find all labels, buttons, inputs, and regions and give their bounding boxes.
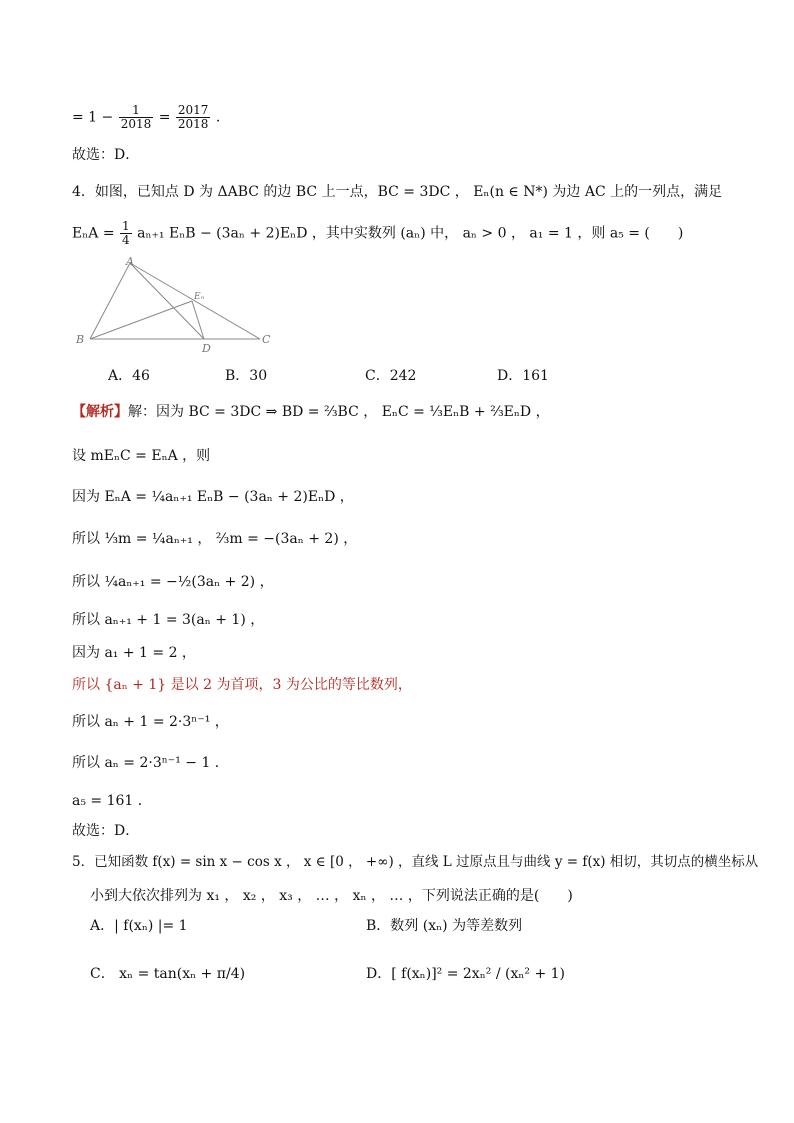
q5-stem-line1: 5．已知函数 f(x) = sin x − cos x ， x ∈ [0 ， +∞) ，直线 L 过原点且与曲线 y = f(x) 相切，其切点的横坐标从: [72, 854, 759, 870]
solution-tag: 【解析】: [72, 404, 128, 420]
solution-line-1-text: 解：因为 BC = 3DC ⇒ BD = ⅔BC ， EₙC = ⅓EₙB + ⅔EₙD ，: [128, 404, 550, 420]
q4-stem-vector-text: BC = 3DC ， Eₙ(n ∈ N*) 为边 AC 上的一列点，满足: [377, 184, 723, 200]
triangle-figure: [72, 255, 272, 355]
q5-option-d[interactable]: D．[ f(xₙ)]² = 2xₙ² / (xₙ² + 1): [366, 966, 566, 982]
q4-stem2-a: EₙA =: [72, 225, 120, 242]
solution-line-7: 因为 a₁ + 1 = 2 ，: [72, 645, 196, 661]
segment-ad: [130, 263, 204, 339]
label-b: B: [76, 333, 85, 346]
segment-be: [90, 301, 192, 339]
label-d: D: [202, 342, 211, 355]
q4-stem2-frac-den: 4: [122, 233, 130, 247]
prev-answer: 故选：D．: [72, 147, 140, 163]
label-c: C: [262, 333, 271, 346]
q4-stem-line2: [72, 220, 683, 247]
edge-ab: [90, 263, 130, 339]
q5-stem-line2: 小到大依次排列为 x₁ ， x₂ ， x₃ ， … ， xₙ ， … ，下列说法正确的是( ): [90, 888, 573, 904]
prev-end: .: [215, 109, 221, 126]
q4-option-c[interactable]: C．242: [365, 368, 417, 384]
prev-prefix: = 1 −: [72, 109, 118, 126]
q4-stem2-b: aₙ₊₁ EₙB − (3aₙ + 2)EₙD ，其中实数列 (aₙ) 中， aₙ > 0 ， a₁ = 1 ，则 a₅ = ( ): [137, 225, 684, 242]
prev-mid: =: [158, 109, 175, 126]
label-en: Eₙ: [194, 292, 205, 302]
solution-line-4: 所以 ⅓m = ¼aₙ₊₁ ， ⅔m = −(3aₙ + 2) ，: [72, 531, 358, 547]
solution-line-9: 所以 aₙ + 1 = 2·3ⁿ⁻¹ ，: [72, 714, 229, 730]
prev-frac-2: [176, 104, 211, 131]
prev-frac-1-den: 2018: [120, 117, 152, 131]
q4-option-b[interactable]: B．30: [225, 368, 268, 384]
solution-line-2: 设 mEₙC = EₙA ，则: [72, 448, 211, 464]
solution-line-11: a₅ = 161 ．: [72, 793, 152, 809]
q5-option-b[interactable]: B．数列 (xₙ) 为等差数列: [366, 918, 523, 934]
q4-option-a[interactable]: A．46: [108, 368, 150, 384]
prev-frac-2-den: 2018: [177, 117, 209, 131]
q4-stem-line1: [72, 182, 722, 202]
q5-option-a[interactable]: A．| f(xₙ) |= 1: [90, 918, 188, 934]
prev-answer-tail: [72, 104, 220, 131]
prev-frac-1-num: 1: [119, 104, 154, 118]
q4-stem2-frac-num: 1: [122, 219, 130, 233]
solution-answer: 故选：D．: [72, 823, 140, 839]
prev-frac-2-num: 2017: [177, 103, 209, 117]
q4-option-d[interactable]: D．161: [497, 368, 549, 384]
solution-line-5: 所以 ¼aₙ₊₁ = −½(3aₙ + 2) ，: [72, 574, 274, 590]
q4-stem2-frac: [120, 220, 132, 247]
solution-line-1: [72, 402, 550, 422]
q4-stem-text: 4．如图，已知点 D 为 ΔABC 的边 BC 上一点，: [72, 184, 378, 200]
solution-line-3: 因为 EₙA = ¼aₙ₊₁ EₙB − (3aₙ + 2)EₙD ，: [72, 489, 354, 505]
prev-frac-1: [119, 104, 154, 131]
solution-line-8: 所以 {aₙ + 1} 是以 2 为首项，3 为公比的等比数列，: [72, 677, 412, 693]
label-a: A: [126, 255, 134, 268]
solution-line-6: 所以 aₙ₊₁ + 1 = 3(aₙ + 1) ，: [72, 612, 265, 628]
q5-option-c[interactable]: C． xₙ = tan(xₙ + π/4): [90, 966, 246, 982]
solution-line-10: 所以 aₙ = 2·3ⁿ⁻¹ − 1 ．: [72, 755, 229, 771]
